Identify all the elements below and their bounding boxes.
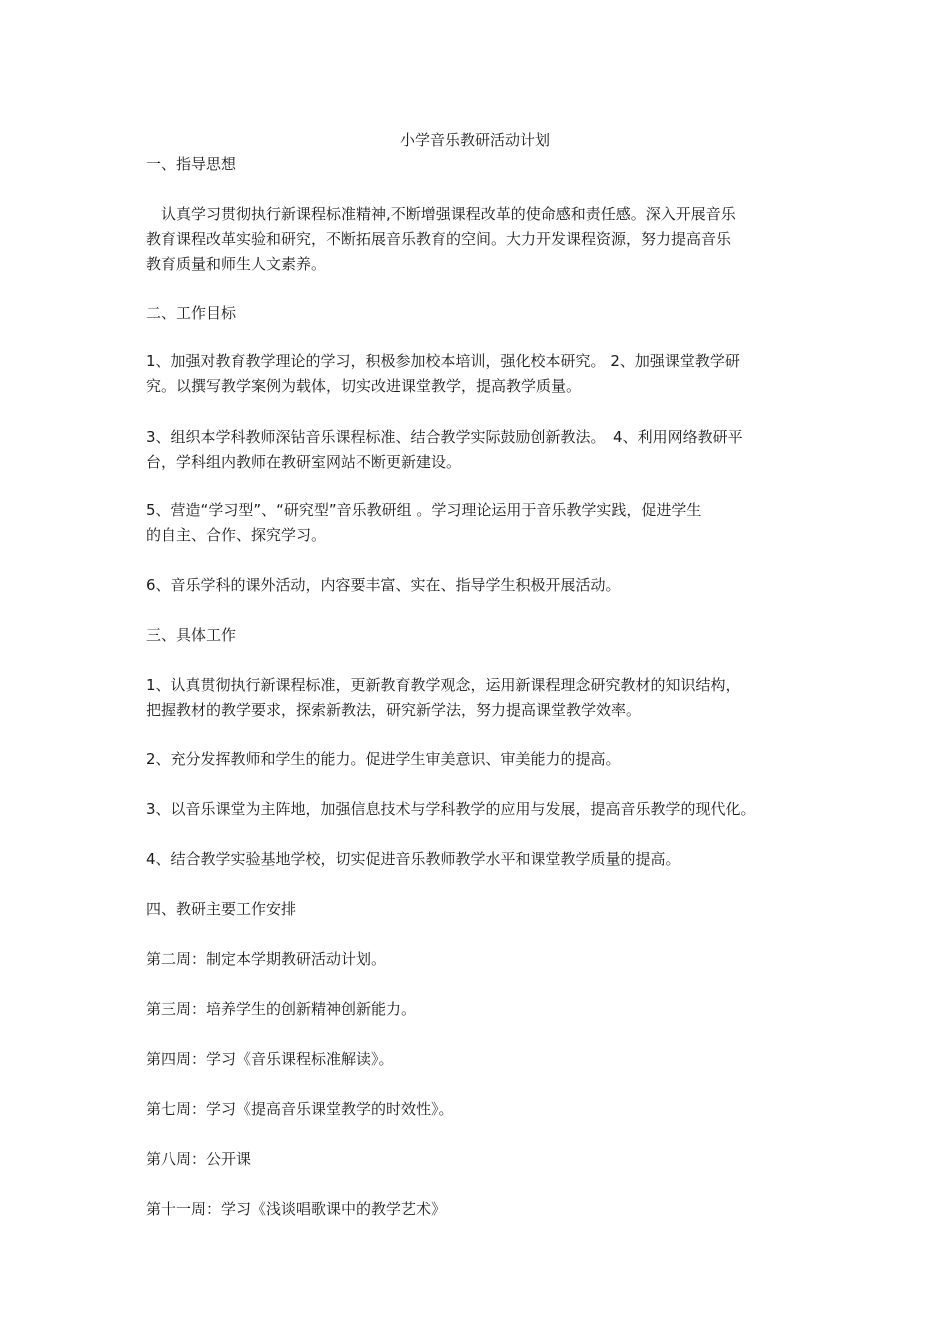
- list-item-line: 1、认真贯彻执行新课程标准，更新教育教学观念，运用新课程理念研究教材的知识结构，: [146, 676, 741, 694]
- paragraph-line: 认真学习贯彻执行新课程标准精神,不断增强课程改革的使命感和责任感。深入开展音乐: [146, 205, 736, 223]
- section-heading-work-goals: 二、工作目标: [146, 304, 237, 322]
- list-item-line: 2、充分发挥教师和学生的能力。促进学生审美意识、审美能力的提高。: [146, 750, 621, 768]
- list-item-line: 究。以撰写教学案例为载体，切实改进课堂教学，提高教学质量。: [146, 377, 582, 395]
- list-item-line: 1、加强对教育教学理论的学习，积极参加校本培训，强化校本研究。 2、加强课堂教学研: [146, 352, 740, 370]
- list-item-line: 的自主、合作、探究学习。: [146, 526, 327, 544]
- paragraph-line: 教育课程改革实验和研究，不断拓展音乐教育的空间。大力开发课程资源，努力提高音乐: [146, 230, 732, 248]
- section-heading-schedule: 四、教研主要工作安排: [146, 900, 297, 918]
- section-heading-specific-work: 三、具体工作: [146, 626, 237, 644]
- section-heading-guiding-ideology: 一、指导思想: [146, 155, 237, 173]
- list-item-line: 台，学科组内教师在教研室网站不断更新建设。: [146, 453, 462, 471]
- list-item-line: 6、音乐学科的课外活动，内容要丰富、实在、指导学生积极开展活动。: [146, 576, 621, 594]
- list-item-line: 3、以音乐课堂为主阵地，加强信息技术与学科教学的应用与发展，提高音乐教学的现代化。: [146, 800, 756, 818]
- list-item-line: 3、组织本学科教师深钻音乐课程标准、结合教学实际鼓励创新教法。 4、利用网络教研平: [146, 428, 743, 446]
- list-item-line: 把握教材的教学要求，探索新教法，研究新学法，努力提高课堂教学效率。: [146, 701, 642, 719]
- paragraph-line: 教育质量和师生人文素养。: [146, 255, 327, 273]
- schedule-item: 第二周：制定本学期教研活动计划。: [146, 950, 387, 968]
- schedule-item: 第十一周：学习《浅谈唱歌课中的教学艺术》: [146, 1200, 447, 1218]
- schedule-item: 第三周：培养学生的创新精神创新能力。: [146, 1000, 417, 1018]
- document-title: 小学音乐教研活动计划: [399, 131, 550, 149]
- schedule-item: 第四周：学习《音乐课程标准解读》。: [146, 1050, 394, 1068]
- schedule-item: 第八周：公开课: [146, 1150, 252, 1168]
- schedule-item: 第七周：学习《提高音乐课堂教学的时效性》。: [146, 1100, 454, 1118]
- list-item-line: 5、营造“学习型”、“研究型”音乐教研组 。学习理论运用于音乐教学实践，促进学生: [146, 501, 702, 519]
- list-item-line: 4、结合教学实验基地学校，切实促进音乐教师教学水平和课堂教学质量的提高。: [146, 850, 681, 868]
